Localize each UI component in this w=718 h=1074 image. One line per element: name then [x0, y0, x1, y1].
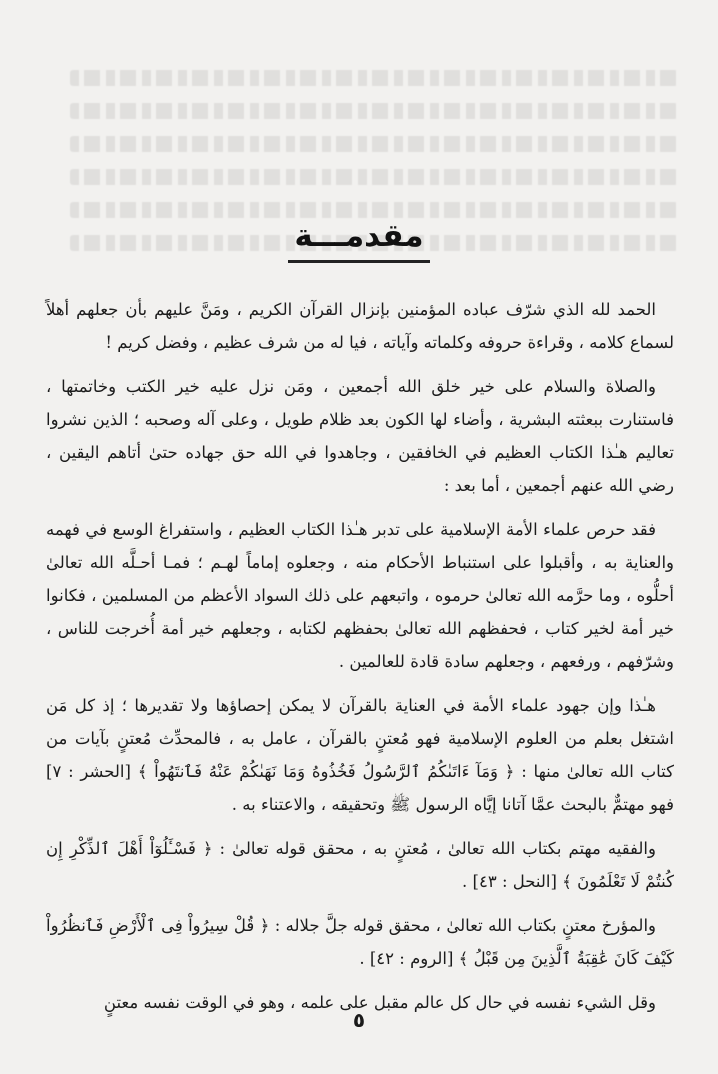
- paragraph-efforts: هـٰذا وإن جهود علماء الأمة في العناية بالقرآن لا يمكن إحصاؤها ولا تقديرها ؛ إذ كل مَن اشتغل بعلم من العلوم الإسلامية فهو مُعتنٍ بالقرآن ، عامل به ، فالمحدِّث مُعتنٍ بآيات من كتاب الله تعالىٰ منها : ﴿ وَمَآ ءَاتَىٰكُمُ ٱلرَّسُولُ فَخُذُوهُ وَمَا نَهَىٰكُمْ عَنْهُ فَٱنتَهُواْ ﴾ [الحشر : ٧] فهو مهتمٌّ بالبحث عمَّا آتانا إيَّاه الرسول ﷺ وتحقيقه ، والاعتناء به .: [46, 696, 674, 814]
- body-text: [46, 293, 674, 1030]
- paragraph-intro: الحمد لله الذي شرّف عباده المؤمنين بإنزال القرآن الكريم ، ومَنَّ عليهم بأن جعلهم أهلاً لسماع كلامه ، وقراءة حروفه وكلماته وآياته ، فيا له من شرف عظيم ، وفضل كريم !: [46, 300, 674, 352]
- paragraph-historian: والمؤرخ معتنٍ بكتاب الله تعالىٰ ، محقق قوله جلَّ جلاله : ﴿ قُلْ سِيرُواْ فِى ٱلْأَرْضِ فَٱنظُرُواْ كَيْفَ كَانَ عَٰقِبَةُ ٱلَّذِينَ مِن قَبْلُ ﴾ [الروم : ٤٢] .: [46, 916, 674, 968]
- paragraph-scholars: فقد حرص علماء الأمة الإسلامية على تدبر هـٰذا الكتاب العظيم ، واستفراغ الوسع في فهمه والعناية به ، وأقبلوا على استنباط الأحكام منه ، وجعلوه إماماً لهـم ؛ فمـا أحـلَّه الله تعالىٰ أحلُّوه ، وما حرَّمه الله تعالىٰ حرموه ، واتبعهم على ذلك السواد الأعظم من المسلمين ، فكانوا خير أمة لخير كتاب ، فحفظهم الله تعالىٰ بحفظهم لكتابه ، وجعلهم خير أمة أُخرجت للناس ، وشرّفهم ، ورفعهم ، وجعلهم سادة قادة للعالمين .: [46, 520, 674, 671]
- paragraph-salutation: والصلاة والسلام على خير خلق الله أجمعين ، ومَن نزل عليه خير الكتب وخاتمتها ، فاستنارت ببعثته البشرية ، وأضاء لها الكون بعد ظلام طويل ، وعلى آله وصحبه ؛ الذين نشروا تعاليم هـٰذا الكتاب العظيم في الخافقين ، وجاهدوا في الله حق جهاده حتىٰ أتاهم اليقين ، رضي الله عنهم أجمعين ، أما بعد :: [46, 377, 674, 495]
- page-title: مقدمـــة: [288, 218, 429, 263]
- paragraph-closing: وقل الشيء نفسه في حال كل عالم مقبل على علمه ، وهو في الوقت نفسه معتنٍ: [103, 993, 656, 1012]
- paragraph-jurist: والفقيه مهتم بكتاب الله تعالىٰ ، مُعتنٍ به ، محقق قوله تعالىٰ : ﴿ فَسْـَٔلُوٓاْ أَهْلَ ٱلذِّكْرِ إِن كُنتُمْ لَا تَعْلَمُونَ ﴾ [النحل : ٤٣] .: [46, 839, 674, 891]
- title-container: [0, 218, 718, 263]
- page-number: ٥: [352, 1008, 366, 1032]
